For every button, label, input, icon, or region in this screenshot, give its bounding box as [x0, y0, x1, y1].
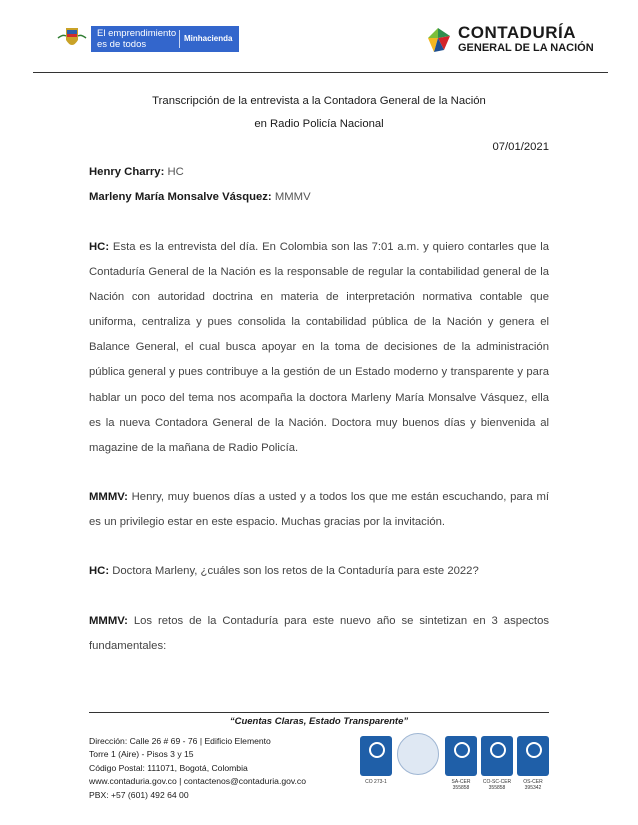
certification-code: OS-CER 395342	[523, 779, 543, 791]
logo-subtitle: GENERAL DE LA NACIÓN	[458, 42, 594, 54]
colombia-coat-of-arms-icon	[55, 24, 89, 54]
document-title-line2: en Radio Policía Nacional	[254, 118, 384, 130]
header-divider	[33, 72, 608, 73]
certification-icon	[445, 736, 477, 776]
paragraph	[89, 559, 549, 584]
participant-2	[89, 191, 311, 203]
certification-icon	[481, 736, 513, 776]
footer-slogan: “Cuentas Claras, Estado Transparente”	[229, 716, 409, 727]
contaduria-logo	[424, 22, 594, 58]
certification-badge	[481, 736, 513, 790]
footer-phone: PBX: +57 (601) 492 64 00	[89, 789, 189, 800]
speaker-label: HC:	[89, 241, 110, 253]
footer-postal: Código Postal: 111071, Bogotá, Colombia	[89, 762, 248, 773]
document-title-line1: Transcripción de la entrevista a la Contadora General de la Nación	[152, 95, 486, 107]
footer-address: Dirección: Calle 26 # 69 - 76 | Edificio Elemento	[89, 736, 271, 746]
paragraph	[89, 485, 549, 535]
participant-name: Marleny María Monsalve Vásquez:	[89, 191, 272, 203]
participant-1	[89, 166, 184, 178]
banner-divider	[179, 30, 180, 48]
logo-title: CONTADURÍA	[458, 23, 577, 42]
paragraph	[89, 235, 549, 461]
certification-code: SA-CER 355858	[451, 779, 471, 791]
footer-divider	[89, 712, 549, 713]
banner-ministry: Minhacienda	[184, 34, 233, 43]
footer-tower: Torre 1 (Aire) - Pisos 3 y 15	[89, 749, 194, 760]
government-banner	[55, 24, 248, 54]
paragraph	[89, 609, 549, 659]
document-date: 07/01/2021	[492, 141, 549, 153]
banner-line1: El emprendimiento	[97, 28, 177, 39]
certification-code: CO 273-1	[365, 779, 387, 785]
certification-badge	[445, 736, 477, 790]
certification-badge	[360, 736, 392, 790]
banner-line2: es de todos	[97, 39, 147, 50]
paragraph-text: Henry, muy buenos días a usted y a todos los que me están escuchando, para mí es un privilegio estar en este espacio. Muchas gracias por la invitación.	[89, 491, 549, 529]
banner-box	[91, 26, 239, 52]
participant-abbr: MMMV	[274, 191, 311, 203]
speaker-label: HC:	[89, 565, 110, 577]
speaker-label: MMMV:	[89, 615, 128, 627]
certification-code: CO-SC-CER 355858	[482, 779, 512, 791]
footer-contact	[89, 735, 306, 802]
speaker-label: MMMV:	[89, 491, 128, 503]
certification-icon	[517, 736, 549, 776]
paragraph-text: Doctora Marleny, ¿cuáles son los retos de la Contaduría para este 2022?	[112, 565, 479, 577]
certification-icon	[360, 736, 392, 776]
paragraph-text: Esta es la entrevista del día. En Colombia son las 7:01 a.m. y quiero contarles que la Contaduría General de la Nación es la responsable de regular la contabilidad general de la Nación con autoridad doctrina en materia de interpretación normativa contable que uniforma, centraliza y pues consolida la contabilidad pública de la Nación y genera el Balance General, el cual busca apoyar en la toma de decisiones de la administración pública general y pues contribuye a la gestión de un Estado moderno y transparente y para hablar un poco del tema nos acompaña la doctora Marleny María Monsalve Vásquez, ella es la nueva Contadora General de la Nación. Doctora muy buenos días y bienvenida al magazine de la mañana de Radio Policía.	[89, 241, 550, 454]
paragraph-text: Los retos de la Contaduría para este nuevo año se sintetizan en 3 aspectos fundamentales:	[89, 615, 549, 653]
certification-badge	[517, 736, 549, 790]
footer-web: www.contaduria.gov.co | contactenos@contaduria.gov.co	[89, 776, 307, 787]
participant-abbr: HC	[167, 166, 184, 178]
logo-mark-icon	[424, 24, 454, 56]
participant-name: Henry Charry:	[89, 166, 165, 178]
iqnet-seal-icon	[397, 733, 439, 775]
